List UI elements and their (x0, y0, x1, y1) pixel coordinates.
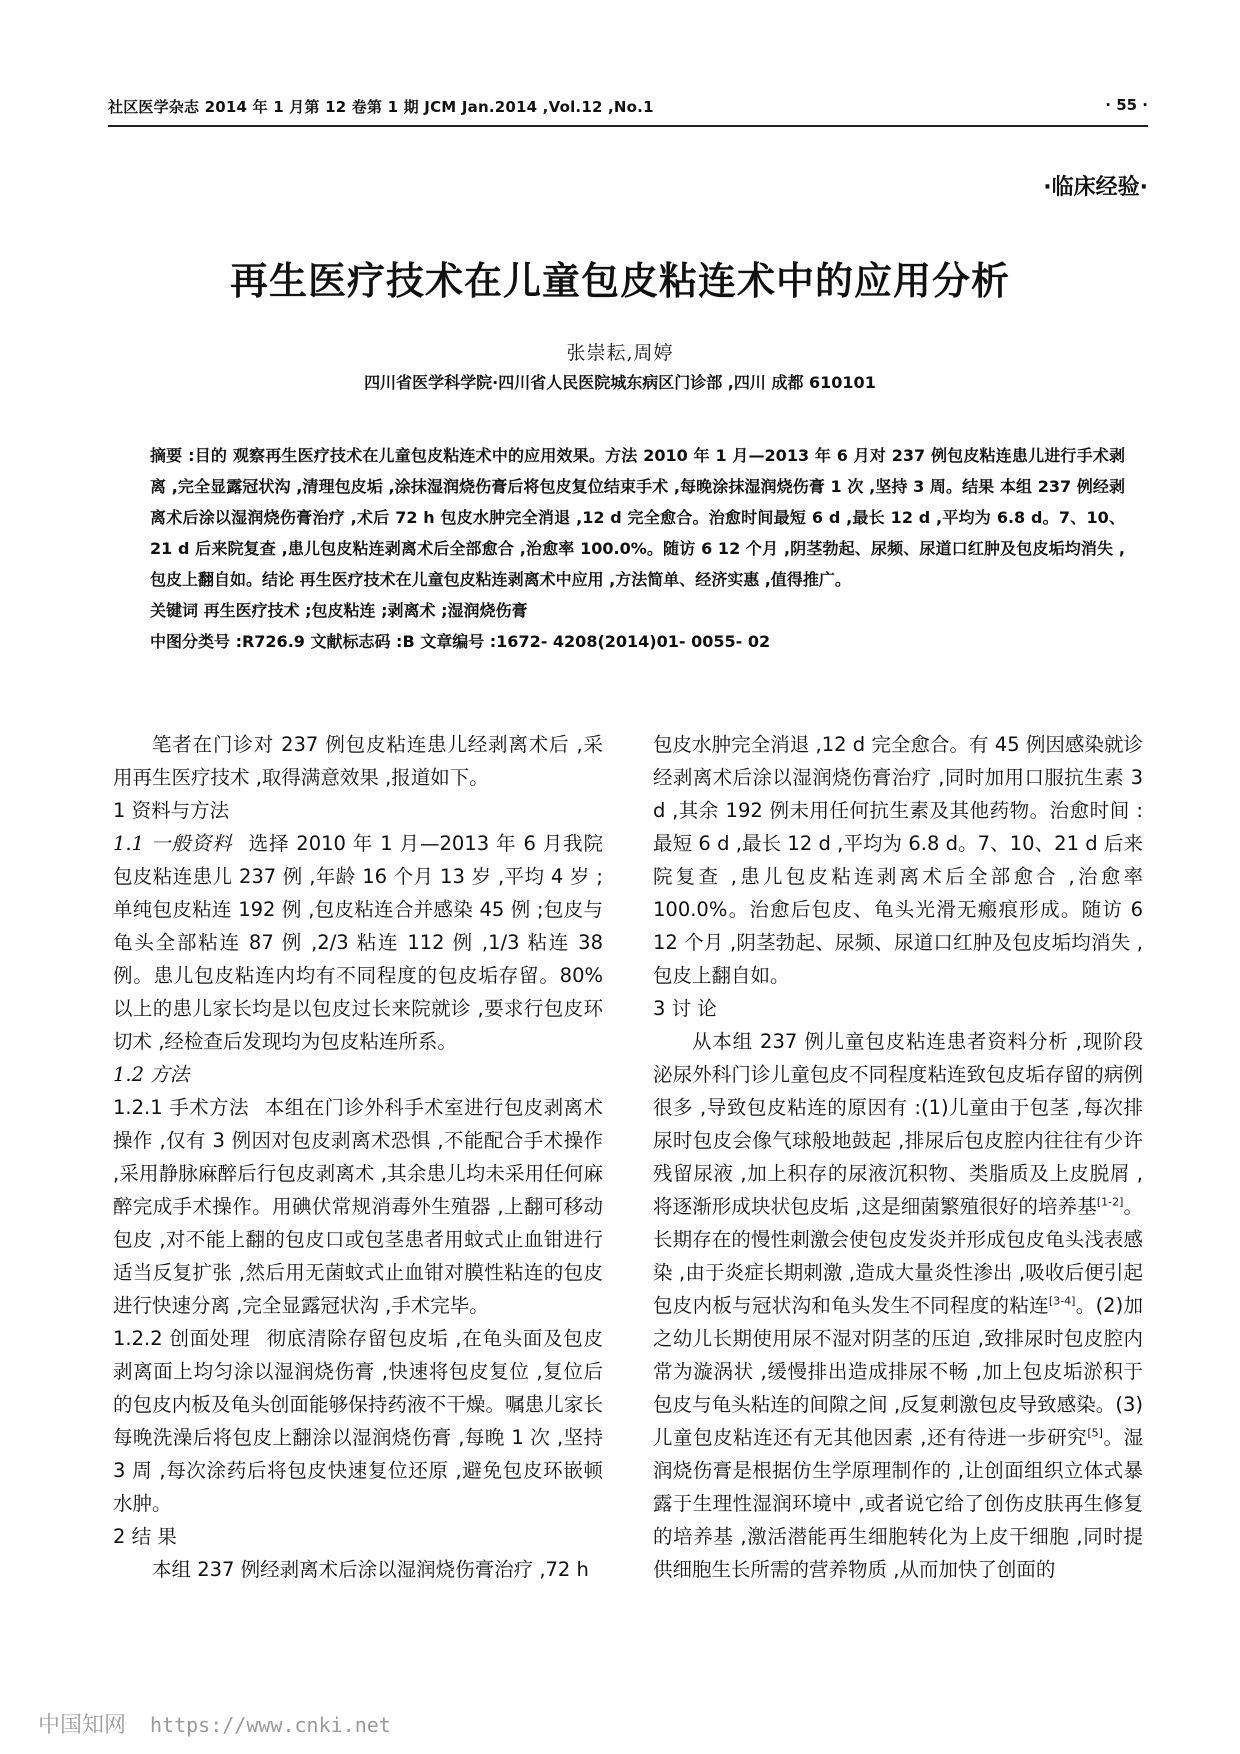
citation-3-4: [3-4] (1048, 1294, 1076, 1308)
intro-paragraph: 笔者在门诊对 237 例包皮粘连患儿经剥离术后 ,采用再生医疗技术 ,取得满意效果 ,报道如下。 (113, 733, 603, 789)
authors: 张崇耘,周婷 (566, 342, 674, 364)
heading-1-2-1: 1.2.1 手术方法 (113, 1096, 249, 1119)
running-header: 社区医学杂志 2014 年 1 月第 12 卷第 1 期 JCM Jan.2014 ,Vol.12 ,No.1 (108, 98, 654, 116)
page-number: · 55 · (1105, 96, 1148, 114)
paragraph-1-2-2 (113, 1322, 603, 1520)
heading-1-1: 1.1 一般资料 (113, 832, 233, 855)
paragraph-1-2-1 (113, 1091, 603, 1322)
heading-1: 1 资料与方法 (113, 799, 230, 822)
text-1-2-1: 本组在门诊外科手术室进行包皮剥离术操作 ,仅有 3 例因对包皮剥离术恐惧 ,不能配合手术操作 ,采用静脉麻醉后行包皮剥离术 ,其余患儿均未采用任何麻醉完成手术操作。用碘伏常规消毒外生殖器 ,上翻可移动包皮 ,对不能上翻的包皮口或包茎患者用蚊式止血钳进行适当反复扩张 ,然后用无菌蚊式止血钳对膜性粘连的包皮进行快速分离 ,完全显露冠状沟 ,手术完毕。 (113, 1096, 603, 1317)
watermark-name: 中国知网 (38, 1713, 127, 1738)
heading-2: 2 结 果 (113, 1525, 177, 1548)
keywords: 关键词 再生医疗技术 ;包皮粘连 ;剥离术 ;湿润烧伤膏 (150, 601, 528, 620)
heading-1-2-2: 1.2.2 创面处理 (113, 1327, 251, 1350)
watermark-url: https://www.cnki.net (150, 1713, 391, 1737)
text-1-2-2: 彻底清除存留包皮垢 ,在龟头面及包皮剥离面上均匀涂以湿润烧伤膏 ,快速将包皮复位 ,复位后的包皮内板及龟头创面能够保持药液不干燥。嘱患儿家长每晚洗澡后将包皮上翻涂以湿润烧伤膏 ,每晚 1 次 ,坚持 3 周 ,每次涂药后将包皮快速复位还原 ,避免包皮环嵌顿水肿。 (113, 1327, 603, 1515)
paragraph-1-1 (113, 827, 603, 1058)
text-1-1: 选择 2010 年 1 月—2013 年 6 月我院包皮粘连患儿 237 例 ,年龄 16 个月 13 岁 ,平均 4 岁 ;单纯包皮粘连 192 例 ,包皮粘连合并感染 45 例 ;包皮与龟头全部粘连 87 例 ,2/3 粘连 112 例 ,1/3 粘连 38 例。患儿包皮粘连内均有不同程度的包皮垢存留。80% 以上的患儿家长均是以包皮过长来院就诊 ,要求行包皮环切术 ,经检查后发现均为包皮粘连所系。 (113, 832, 603, 1053)
article-title: 再生医疗技术在儿童包皮粘连术中的应用分析 (229, 259, 1010, 303)
watermark (38, 1708, 391, 1739)
citation-5: [5] (1087, 1426, 1103, 1440)
heading-3: 3 讨 论 (653, 997, 717, 1020)
results-paragraph-cont: 包皮水肿完全消退 ,12 d 完全愈合。有 45 例因感染就诊经剥离术后涂以湿润烧伤膏治疗 ,同时加用口服抗生素 3 d ,其余 192 例未用任何抗生素及其他药物。治愈时间 :最短 6 d ,最长 12 d ,平均为 6.8 d。7、10、21 d 后来院复查 ,患儿包皮粘连剥离术后全部愈合 ,治愈率 100.0%。治愈后包皮、龟头光滑无瘢痕形成。随访 6 12 个月 ,阴茎勃起、尿频、尿道口红肿及包皮垢均消失 ,包皮上翻自如。 (653, 733, 1143, 987)
left-column (113, 728, 603, 1586)
discussion-text-1: 从本组 237 例儿童包皮粘连患者资料分析 ,现阶段泌尿外科门诊儿童包皮不同程度粘连致包皮垢存留的病例很多 ,导致包皮粘连的原因有 :(1)儿童由于包茎 ,每次排尿时包皮会像气球般地鼓起 ,排尿后包皮腔内往往有少许残留尿液 ,加上积存的尿液沉积物、类脂质及上皮脱屑 ,将逐渐形成块状包皮垢 ,这是细菌繁殖很好的培养基 (653, 1030, 1143, 1218)
discussion-text-4: 。湿润烧伤膏是根据仿生学原理制作的 ,让创面组织立体式暴露于生理性湿润环境中 ,或者说它给了创伤皮肤再生修复的培养基 ,激活潜能再生细胞转化为上皮干细胞 ,同时提供细胞生长所需的营养物质 ,从而加快了创面的 (653, 1426, 1143, 1581)
section-tag: ·临床经验· (1043, 175, 1148, 200)
discussion-text-2: 。长期存在的慢性刺激会使包皮发炎并形成包皮龟头浅表感染 ,由于炎症长期刺激 ,造成大量炎性渗出 ,吸收后便引起包皮内板与冠状沟和龟头发生不同程度的粘连 (653, 1195, 1143, 1317)
discussion-text-3: 。(2)加之幼儿长期使用尿不湿对阴茎的压迫 ,致排尿时包皮腔内常为漩涡状 ,缓慢排出造成排尿不畅 ,加上包皮垢淤积于包皮与龟头粘连的间隙之间 ,反复刺激包皮导致感染。(3)儿童包皮粘连还有无其他因素 ,还有待进一步研究 (653, 1294, 1143, 1449)
classification-line: 中图分类号 :R726.9 文献标志码 :B 文章编号 :1672- 4208(2014)01- 0055- 02 (150, 632, 771, 651)
abstract-block (150, 440, 1125, 657)
abstract-text: 摘要 :目的 观察再生医疗技术在儿童包皮粘连术中的应用效果。方法 2010 年 1 月—2013 年 6 月对 237 例包皮粘连患儿进行手术剥离 ,完全显露冠状沟 ,清理包皮垢 ,涂抹湿润烧伤膏后将包皮复位结束手术 ,每晚涂抹湿润烧伤膏 1 次 ,坚持 3 周。结果 本组 237 例经剥离术后涂以湿润烧伤膏治疗 ,术后 72 h 包皮水肿完全消退 ,12 d 完全愈合。治愈时间最短 6 d ,最长 12 d ,平均为 6.8 d。7、10、21 d 后来院复查 ,患儿包皮粘连剥离术后全部愈合 ,治愈率 100.0%。随访 6 12 个月 ,阴茎勃起、尿频、尿道口红肿及包皮垢均消失 ,包皮上翻自如。结论 再生医疗技术在儿童包皮粘连剥离术中应用 ,方法简单、经济实惠 ,值得推广。 (150, 446, 1125, 589)
header-rule (108, 125, 1148, 127)
citation-1-2: [1-2] (1096, 1195, 1124, 1209)
right-column (653, 728, 1143, 1586)
heading-1-2: 1.2 方法 (113, 1063, 190, 1086)
affiliation: 四川省医学科学院·四川省人民医院城东病区门诊部 ,四川 成都 610101 (364, 373, 876, 392)
discussion-paragraph (653, 1025, 1143, 1586)
results-paragraph-start: 本组 237 例经剥离术后涂以湿润烧伤膏治疗 ,72 h (152, 1558, 589, 1581)
